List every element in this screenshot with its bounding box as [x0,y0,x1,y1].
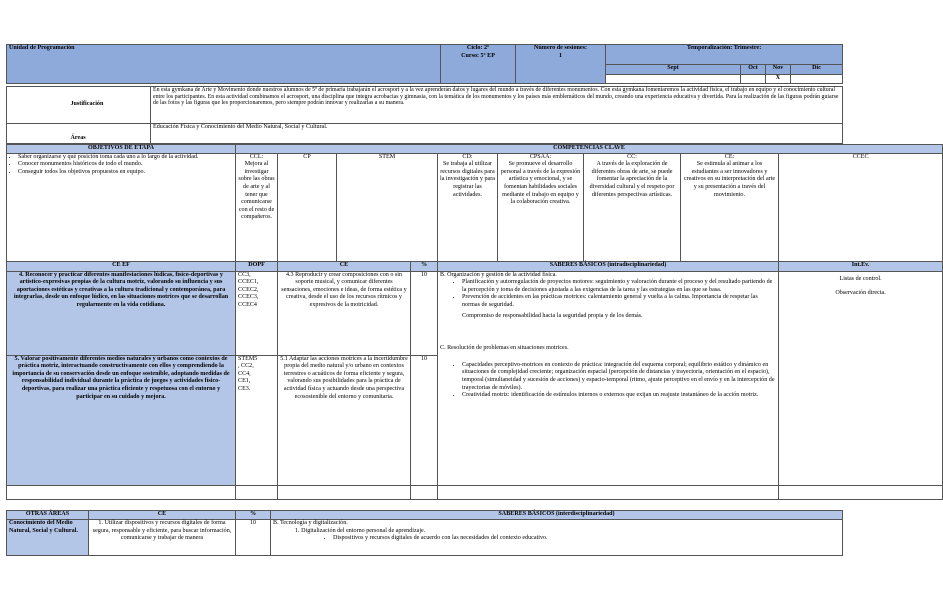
cd-text: Se trabaja al utilizar recursos digitales para la investigación y para registrar las actividades. [440,161,495,198]
month-nov: Nov [766,65,791,75]
comp-ce [681,153,779,261]
month-sept: Sept [606,65,741,75]
ciclo-curso [441,45,516,84]
dopf-5 [236,355,278,485]
otras-pct: 10 [236,520,271,556]
otras-saberes-title: B. Tecnología y digitalización. [273,520,348,526]
comp-stem: STEM [337,153,438,261]
comp-cd [438,153,498,261]
saberes-intra [438,271,779,485]
cpsaa-title: CPSAA: [529,153,552,160]
ce-ef-4: 4. Reconocer y practicar diferentes manifestaciones lúdicas, físico-deportivas y artístico-expresivas propias de la cultura motriz, valorando su influencia y sus aportaciones estéticas y creativas a la cultura tradicional y contemporánea, para integrarlas, desde un enfoque lúdico, en las situaciones motrices que se desarrollan regularmente en la vida cotidiana. [7,271,236,355]
objetivos-header: OBJETIVOS DE ETAPA [7,145,236,154]
areas-label: Áreas [69,124,151,144]
main-table [6,144,943,500]
inst-header: Int.Ev. [779,261,943,271]
ce-ef-5: 5. Valorar positivamente diferentes medios naturales y urbanos como contextos de práctica motriz, interactuando constructivamente con ellos y comprendiendo la importancia de su conservación desde un enfoque sostenible, adoptando medidas de responsabilidad individual durante la práctica de juegos y actividades físico-deportivas, para realizar una práctica eficiente y respetuosa con el entorno y participar en su cuidado y mejora. [7,355,236,485]
otras-ce-header: CE [89,511,236,520]
cpsaa-text: Se promueve el desarrollo personal a través de la expresión artística y emocional, y se fomentan habilidades sociales mediante el trabajo en equipo y la colaboración creativa. [500,161,581,206]
saberes-b-item: Compromiso de responsabilidad hacia la seguridad propia y de los demás. [462,312,643,319]
justificacion-table [6,86,843,144]
saberes-b-item: • Planificación y autorregulación de proyectos motores: seguimiento y valoración durante el proceso y del resultado partiendo de la percepción y toma de decisiones ajustada a las exigencias de la tarea y las estrategias en las que se basa. [462,279,776,294]
saberes-b-item: • Prevención de accidentes en las prácticas motrices: calentamiento general y vuelta a la calma. Importancia de respetar las normas de seguridad. [462,294,776,309]
otras-areas-header: OTRAS ÁREAS [7,511,89,520]
saberes-b-title: B. Organización y gestión de la actividad física. [440,271,557,278]
saberes-c-item: • Creatividad motriz: identificación de estímulos internos o externos que exijan un reajuste instantáneo de la acción motriz. [462,392,776,400]
otras-pct-header: % [236,511,271,520]
dopf-header: DOPF [236,261,278,271]
dopf-code: CC4, [238,370,251,377]
month-dic: Dic [791,65,843,75]
comp-cpsaa [498,153,584,261]
dopf-code: CCEC1, [238,279,259,286]
otras-saberes-item: • Dispositivos y recursos digitales de acuerdo con las necesidades del contexto educativo. [333,535,840,543]
dopf-code: CE1, [238,378,251,385]
ce-header: CE [278,261,411,271]
otras-saberes-header: SABERES BÁSICOS (interdisciplinariedad) [271,511,843,520]
saberes-c-item: • Capacidades perceptivo-motrices en contexto de práctica: integración del esquema corporal; equilibrio estático y dinámico en situaciones de complejidad creciente; organización espacial (percepción de distancias y trayectoria, orientación en el espacio), temporal (simultaneidad y sucesión de acciones) y espacio-temporal (ritmo, ajuste perceptivo en el envío y en la intercepción de trayectorias de móviles). [462,362,776,392]
otras-ce-text: 1. Utilizar dispositivos y recursos digitales de forma segura, responsable y eficiente, para buscar información, comunicarse y trabajar de manera [89,520,236,556]
sesiones-value: 1 [558,52,563,59]
dopf-code: , CC2, [238,363,254,370]
unidad-label: Unidad de Programación [7,45,441,84]
comp-cc [584,153,681,261]
cc-text: A través de la exploración de diferentes obras de arte, se puede fomentar la apreciación de la diversidad cultural y el respeto por diferentes perspectivas artísticas. [589,161,675,198]
ccl-text: Mejora al investigar sobre las obras de arte y al tener que comunicarse con el resto de compañeros. [238,161,275,221]
comp-ccl [236,153,278,261]
ce-ef-header: CE EF [7,261,236,271]
pct-4-3: 10 [411,271,438,355]
pct-header: % [411,261,438,271]
justificacion-text: En esta gymkana de Arte y Movimento donde nuestros alumnos de 5º de primaria trabajarán el acrosport y a la vez aprenderán datos y lugares del mundo a través de diferentes monumentos. Con esta gymkana fomentaremos la actividad física, el trabajo en equipo y el conocimiento cultural entre los participantes. En esta actividad combinamos el acrosport, una disciplina que integra acrobacias y gimnasia, con la temática de los monumentos y los países más emblemáticos del mundo, creando una experiencia educativa y divertida. Para la realización de las figuras podrán guiarse de las fotos y las figuras que les proporcionaremos, pero siempre podrán innovar y realizarlas a su manera. [151,87,843,124]
cc-title: CC: [627,153,637,160]
areas-text: Educación Física y Conocimiento del Medio Natural, Social y Cultural. [151,124,843,144]
curso: Curso: 5º EP [461,52,495,59]
dopf-code: CCEC4 [238,301,257,308]
ce-title: CE: [724,153,735,160]
comp-ccec: CCEC [779,153,943,261]
saberes-c-title: C. Resolución de problemas en situaciones motrices. [440,345,569,352]
ce-text: Se estimula al animar a los estudiantes a ser innovadores y creativos en su interpretación del arte y su presentación a través del movimiento. [683,161,776,198]
competencias-header: COMPETENCIAS CLAVE [236,145,943,154]
sesiones [516,45,606,84]
objetivo-item: • Saber organizarse y qué posición toma cada uno a lo largo de la actividad. [18,154,233,162]
otras-saberes [271,520,843,556]
otras-area-name: Conocimiento del Medio Natural, Social y Cultural. [7,520,89,556]
pct-5-1: 10 [411,355,438,485]
objetivo-item: • Conseguir todos los objetivos propuestos en equipo. [18,169,233,177]
instrumentos [779,271,943,485]
ciclo: Ciclo: 2º [466,45,490,51]
header-table [6,44,843,84]
dopf-code: CC3, [238,271,251,278]
dopf-4 [236,271,278,355]
month-mark: X [766,75,791,84]
temporalizacion: Temporalización: Trimestre: [606,45,843,65]
cd-title: CD: [462,153,473,160]
ce-4-3: 4.3 Reproducir y crear composiciones con o sin soporte musical, y comunicar diferentes sensaciones, emociones e ideas, de forma estética y creativa, desde el uso de los recursos rítmicos y expresivos de la motricidad. [278,271,411,355]
month-oct: Oct [741,65,766,75]
instrumento-item: Listas de control. [839,275,882,282]
dopf-code: CE3. [238,385,251,392]
objetivo-item: • Conocer monumentos históricos de todo el mundo. [18,161,233,169]
comp-cp: CP [278,153,337,261]
saberes-header: SABERES BÁSICOS (intradisciplinariedad) [438,261,779,271]
otras-saberes-sub: 1. Digitalización del entorno personal de aprendizaje. [295,527,426,534]
instrumento-item: Observación directa. [835,290,886,297]
ccl-title: CCL: [249,153,264,160]
dopf-code: CCEC2, [238,286,259,293]
ce-5-1: 5.1 Adaptar las acciones motrices a la incertidumbre propia del medio natural y/o urbano en contextos terrestres o acuáticos de forma eficiente y segura, valorando sus posibilidades para la práctica de actividad física y actuando desde una perspectiva ecosostenible del entorno y comunitaria. [278,355,411,485]
dopf-code: STEM5 [238,355,258,362]
dopf-code: CCEC3, [238,294,259,301]
otras-areas-table [6,510,843,556]
objetivos-list [7,153,236,261]
sesiones-label: Número de sesiones: [533,45,588,51]
justificacion-label: Justificación [69,87,151,124]
